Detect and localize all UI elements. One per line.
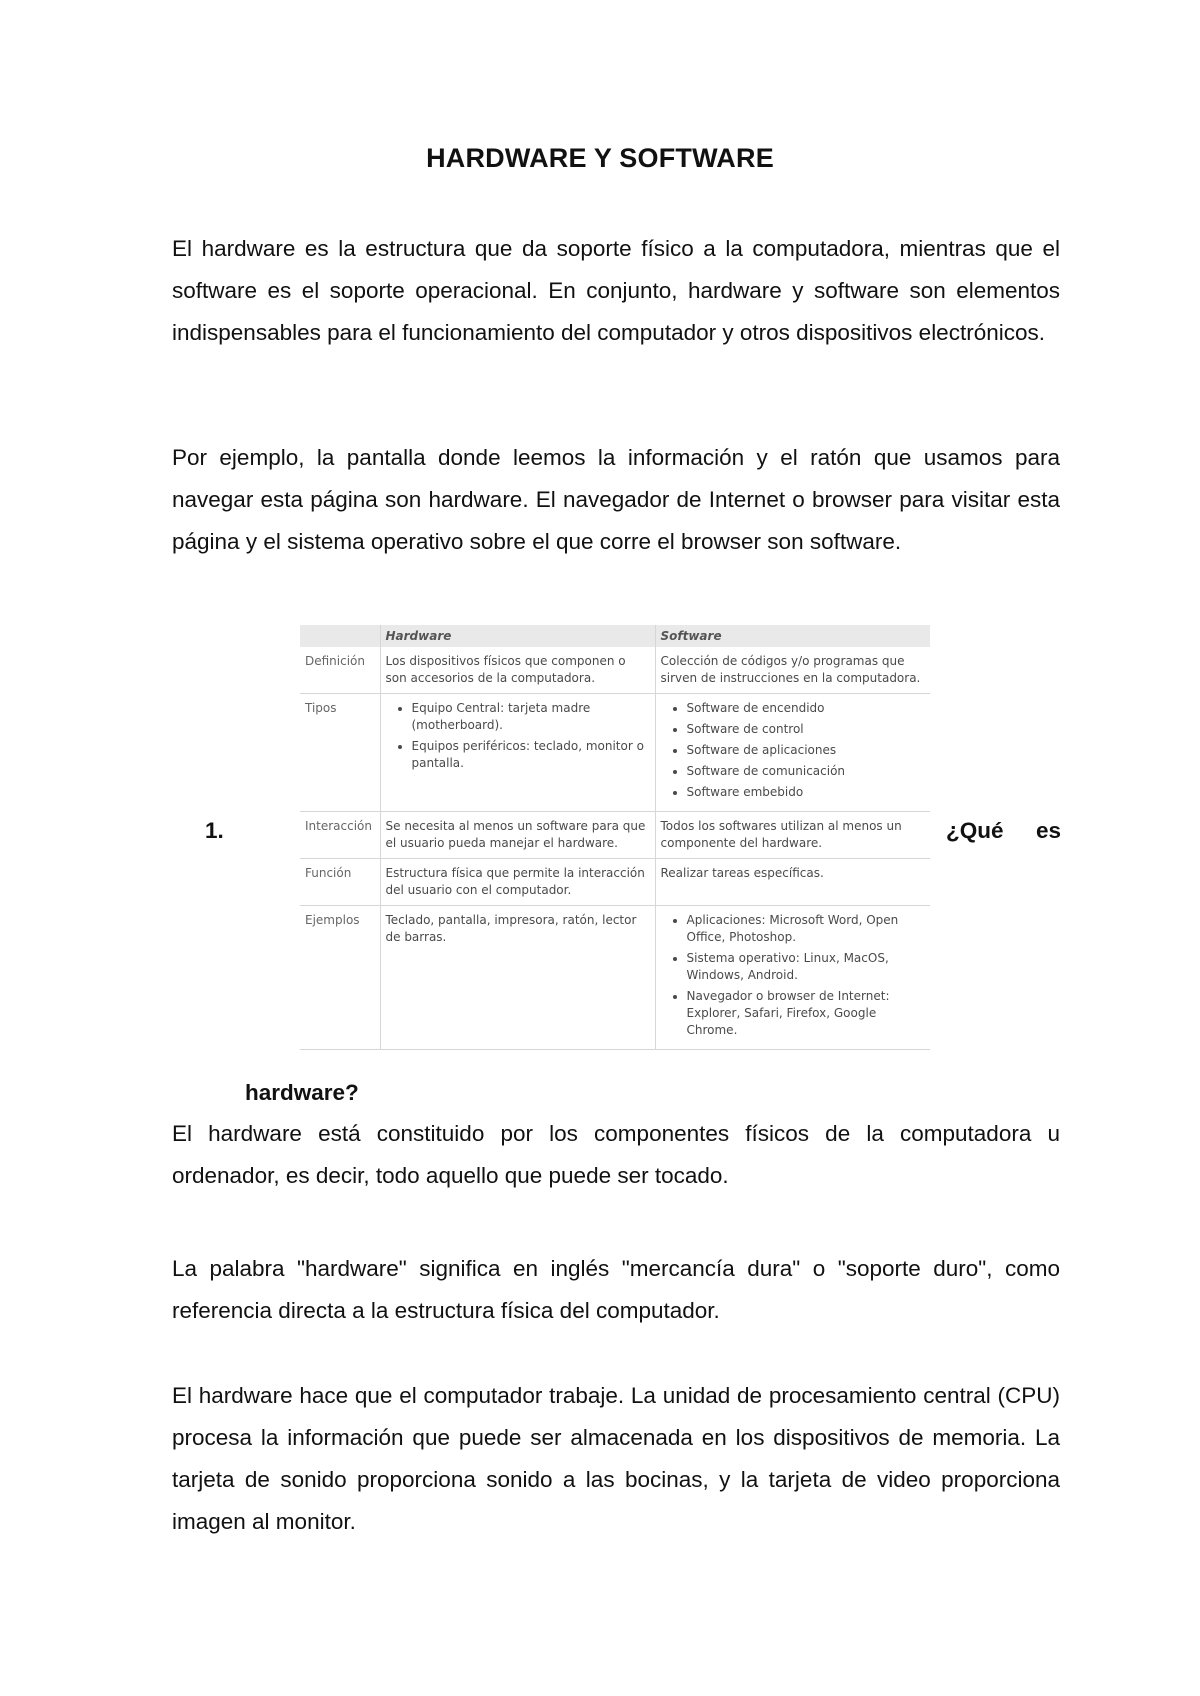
table-header-row <box>300 625 930 647</box>
cell-hardware: Los dispositivos físicos que componen o son accesorios de la computadora. <box>380 647 655 694</box>
document-title: HARDWARE Y SOFTWARE <box>426 143 774 173</box>
list-item: • Sistema operativo: Linux, MacOS, Windows, Android. <box>687 950 926 984</box>
table-row <box>300 812 930 859</box>
table-row <box>300 694 930 812</box>
table-header-software: Software <box>655 625 930 647</box>
table-header-empty <box>300 625 380 647</box>
cell-hardware: Se necesita al menos un software para que el usuario pueda manejar el hardware. <box>380 812 655 859</box>
question-word-es: es <box>1036 818 1062 843</box>
body-paragraph-3: El hardware hace que el computador trabaje. La unidad de procesamiento central (CPU) procesa la información que puede ser almacenada en los dispositivos de memoria. La tarjeta de sonido proporciona sonido a las bocinas, y la tarjeta de video proporciona imagen al monitor. <box>172 1383 1060 1534</box>
body-paragraph-1: El hardware está constituido por los componentes físicos de la computadora u ordenador, es decir, todo aquello que puede ser tocado. <box>172 1121 1060 1188</box>
table-row <box>300 906 930 1050</box>
cell-hardware <box>380 694 655 812</box>
intro-paragraph-2: Por ejemplo, la pantalla donde leemos la información y el ratón que usamos para navegar esta página son hardware. El navegador de Internet o browser para visitar esta página y el sistema operativo sobre el que corre el browser son software. <box>172 445 1060 554</box>
list-item: • Navegador o browser de Internet: Explorer, Safari, Firefox, Google Chrome. <box>687 988 926 1039</box>
list-item: • Aplicaciones: Microsoft Word, Open Office, Photoshop. <box>687 912 926 946</box>
cell-software: Realizar tareas específicas. <box>655 859 930 906</box>
question-number: 1. <box>205 818 224 843</box>
list-item: • Software embebido <box>687 784 926 801</box>
cell-hardware: Estructura física que permite la interacción del usuario con el computador. <box>380 859 655 906</box>
list-item: • Equipo Central: tarjeta madre (motherboard). <box>412 700 650 734</box>
table-header-hardware: Hardware <box>380 625 655 647</box>
cell-software: Todos los softwares utilizan al menos un componente del hardware. <box>655 812 930 859</box>
comparison-table <box>300 625 930 1050</box>
table-row <box>300 859 930 906</box>
list-item: • Software de aplicaciones <box>687 742 926 759</box>
body-paragraph-2: La palabra "hardware" significa en inglés "mercancía dura" o "soporte duro", como referencia directa a la estructura física del computador. <box>172 1256 1060 1323</box>
table-row <box>300 647 930 694</box>
cell-software <box>655 694 930 812</box>
cell-software <box>655 906 930 1050</box>
row-label: Tipos <box>300 694 380 812</box>
cell-hardware: Teclado, pantalla, impresora, ratón, lector de barras. <box>380 906 655 1050</box>
row-label: Interacción <box>300 812 380 859</box>
list-item: • Equipos periféricos: teclado, monitor o pantalla. <box>412 738 650 772</box>
row-label: Función <box>300 859 380 906</box>
question-word-hardware: hardware? <box>245 1080 359 1105</box>
question-word-que: ¿Qué <box>946 818 1004 843</box>
row-label: Definición <box>305 654 365 668</box>
list-item: • Software de comunicación <box>687 763 926 780</box>
list-item: • Software de encendido <box>687 700 926 717</box>
list-item: • Software de control <box>687 721 926 738</box>
intro-paragraph-1: El hardware es la estructura que da soporte físico a la computadora, mientras que el software es el soporte operacional. En conjunto, hardware y software son elementos indispensables para el funcionamiento del computador y otros dispositivos electrónicos. <box>172 236 1060 345</box>
row-label: Ejemplos <box>300 906 380 1050</box>
cell-software: Colección de códigos y/o programas que sirven de instrucciones en la computadora. <box>655 647 930 694</box>
